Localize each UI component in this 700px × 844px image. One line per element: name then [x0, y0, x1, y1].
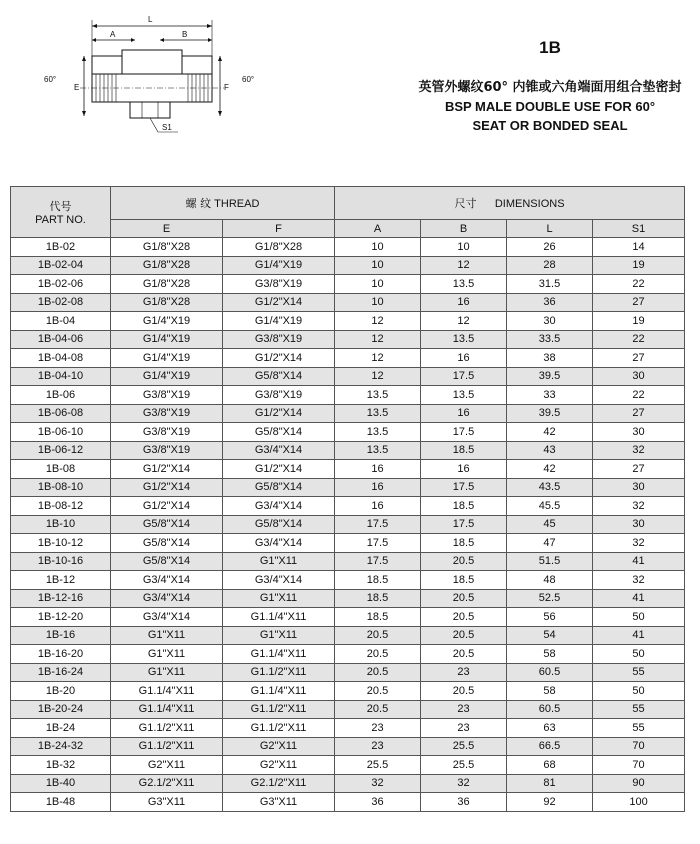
cell-dim-s1: 41 [593, 552, 685, 571]
cell-thread-e: G1"X11 [111, 645, 223, 664]
cell-dim-a: 12 [335, 330, 421, 349]
cell-dim-s1: 22 [593, 386, 685, 405]
model-title: 1B [539, 38, 561, 57]
cell-dim-l: 38 [507, 349, 593, 368]
cell-dim-l: 92 [507, 793, 593, 812]
cell-part-no: 1B-10-12 [11, 534, 111, 553]
cell-dim-s1: 41 [593, 626, 685, 645]
cell-dim-a: 16 [335, 497, 421, 516]
cell-dim-s1: 30 [593, 423, 685, 442]
cell-thread-e: G3/8"X19 [111, 404, 223, 423]
table-row [11, 645, 685, 664]
cell-thread-f: G1"X11 [223, 552, 335, 571]
cell-dim-s1: 30 [593, 367, 685, 386]
label-L: L [148, 15, 153, 24]
label-A: A [110, 30, 116, 39]
cell-thread-e: G1.1/2"X11 [111, 737, 223, 756]
cell-dim-b: 16 [421, 460, 507, 479]
table-row [11, 367, 685, 386]
cell-part-no: 1B-16-20 [11, 645, 111, 664]
cell-dim-a: 13.5 [335, 386, 421, 405]
cell-part-no: 1B-08-12 [11, 497, 111, 516]
cell-dim-l: 43.5 [507, 478, 593, 497]
cell-thread-e: G1.1/2"X11 [111, 719, 223, 738]
cell-thread-f: G1.1/4"X11 [223, 645, 335, 664]
table-row [11, 349, 685, 368]
column-header-A: A [335, 220, 421, 238]
cell-dim-b: 23 [421, 663, 507, 682]
cell-thread-f: G1/2"X14 [223, 293, 335, 312]
cell-thread-f: G1/4"X19 [223, 256, 335, 275]
cell-dim-b: 20.5 [421, 645, 507, 664]
cell-thread-f: G5/8"X14 [223, 515, 335, 534]
cell-dim-a: 25.5 [335, 756, 421, 775]
cell-thread-e: G3/8"X19 [111, 386, 223, 405]
cell-part-no: 1B-24-32 [11, 737, 111, 756]
cell-part-no: 1B-02 [11, 238, 111, 257]
cell-dim-l: 30 [507, 312, 593, 331]
table-row [11, 275, 685, 294]
header-part-no [11, 187, 111, 238]
cell-dim-s1: 22 [593, 275, 685, 294]
cell-dim-a: 10 [335, 238, 421, 257]
cell-dim-s1: 27 [593, 349, 685, 368]
cell-dim-a: 10 [335, 256, 421, 275]
cell-dim-a: 10 [335, 275, 421, 294]
cell-dim-b: 20.5 [421, 552, 507, 571]
cell-part-no: 1B-16-24 [11, 663, 111, 682]
cell-dim-a: 10 [335, 293, 421, 312]
table-row [11, 663, 685, 682]
cell-dim-s1: 50 [593, 645, 685, 664]
cell-thread-e: G1/8"X28 [111, 256, 223, 275]
label-E: E [74, 83, 80, 92]
cell-dim-b: 17.5 [421, 478, 507, 497]
cell-dim-s1: 27 [593, 404, 685, 423]
angle-left: 60° [44, 75, 57, 84]
cell-dim-a: 18.5 [335, 608, 421, 627]
cell-dim-l: 48 [507, 571, 593, 590]
specification-table [10, 186, 685, 812]
cell-part-no: 1B-04-08 [11, 349, 111, 368]
cell-dim-b: 12 [421, 312, 507, 331]
cell-dim-b: 16 [421, 404, 507, 423]
cell-thread-e: G1/8"X28 [111, 275, 223, 294]
cell-dim-a: 13.5 [335, 423, 421, 442]
cell-thread-f: G3/8"X19 [223, 275, 335, 294]
cell-dim-s1: 32 [593, 441, 685, 460]
cell-thread-f: G3/4"X14 [223, 441, 335, 460]
table-row [11, 571, 685, 590]
cell-dim-l: 58 [507, 682, 593, 701]
cell-dim-b: 16 [421, 349, 507, 368]
table-row [11, 608, 685, 627]
cell-dim-b: 12 [421, 256, 507, 275]
cell-dim-l: 66.5 [507, 737, 593, 756]
header-part-no-cn: 代号 [49, 200, 72, 213]
cell-part-no: 1B-20-24 [11, 700, 111, 719]
cell-dim-b: 25.5 [421, 737, 507, 756]
cell-part-no: 1B-12 [11, 571, 111, 590]
cell-dim-a: 17.5 [335, 534, 421, 553]
fitting-drawing [30, 8, 270, 148]
table-row [11, 238, 685, 257]
column-header-L: L [507, 220, 593, 238]
cell-dim-l: 45.5 [507, 497, 593, 516]
table-body [11, 238, 685, 812]
cell-thread-f: G5/8"X14 [223, 478, 335, 497]
header-thread-cn: 螺 纹 [185, 197, 212, 210]
cell-part-no: 1B-20 [11, 682, 111, 701]
column-header-S1: S1 [593, 220, 685, 238]
cell-part-no: 1B-40 [11, 774, 111, 793]
header-thread-en: THREAD [214, 198, 260, 210]
cell-dim-l: 47 [507, 534, 593, 553]
cell-dim-b: 13.5 [421, 386, 507, 405]
cell-dim-a: 17.5 [335, 552, 421, 571]
table-row [11, 478, 685, 497]
cell-thread-e: G1"X11 [111, 663, 223, 682]
table-row [11, 330, 685, 349]
cell-dim-a: 20.5 [335, 626, 421, 645]
cell-dim-l: 42 [507, 460, 593, 479]
cell-thread-e: G1.1/4"X11 [111, 682, 223, 701]
cell-dim-a: 16 [335, 460, 421, 479]
title-block [400, 38, 700, 135]
cell-dim-a: 13.5 [335, 404, 421, 423]
cell-dim-l: 28 [507, 256, 593, 275]
cell-dim-b: 18.5 [421, 534, 507, 553]
cell-thread-f: G5/8"X14 [223, 423, 335, 442]
cell-dim-b: 16 [421, 293, 507, 312]
cell-part-no: 1B-06-12 [11, 441, 111, 460]
cell-dim-s1: 32 [593, 571, 685, 590]
cell-dim-l: 60.5 [507, 700, 593, 719]
table-row [11, 626, 685, 645]
cell-thread-e: G1/4"X19 [111, 330, 223, 349]
cell-thread-e: G1/4"X19 [111, 349, 223, 368]
cell-dim-l: 56 [507, 608, 593, 627]
cell-dim-s1: 90 [593, 774, 685, 793]
table-row [11, 515, 685, 534]
cell-thread-f: G3/4"X14 [223, 534, 335, 553]
cell-thread-e: G2.1/2"X11 [111, 774, 223, 793]
cell-dim-l: 51.5 [507, 552, 593, 571]
table-row [11, 497, 685, 516]
cell-dim-s1: 55 [593, 719, 685, 738]
cell-dim-b: 13.5 [421, 330, 507, 349]
cell-dim-s1: 70 [593, 737, 685, 756]
table-row [11, 756, 685, 775]
cell-part-no: 1B-02-04 [11, 256, 111, 275]
cell-thread-e: G1/2"X14 [111, 478, 223, 497]
cell-thread-f: G2"X11 [223, 737, 335, 756]
cell-dim-s1: 30 [593, 478, 685, 497]
cell-dim-a: 20.5 [335, 645, 421, 664]
column-header-B: B [421, 220, 507, 238]
cell-dim-s1: 55 [593, 700, 685, 719]
table-row [11, 719, 685, 738]
cell-thread-f: G1/2"X14 [223, 404, 335, 423]
cell-thread-e: G5/8"X14 [111, 534, 223, 553]
cell-thread-f: G1/8"X28 [223, 238, 335, 257]
header-dimensions [335, 187, 685, 220]
cell-dim-b: 20.5 [421, 626, 507, 645]
label-S1: S1 [162, 123, 172, 132]
cell-dim-a: 13.5 [335, 441, 421, 460]
cell-dim-l: 52.5 [507, 589, 593, 608]
cell-dim-s1: 30 [593, 515, 685, 534]
description-en-line2: SEAT OR BONDED SEAL [472, 118, 628, 133]
cell-thread-e: G3/4"X14 [111, 571, 223, 590]
cell-dim-b: 10 [421, 238, 507, 257]
cell-thread-f: G1.1/4"X11 [223, 608, 335, 627]
cell-dim-a: 18.5 [335, 589, 421, 608]
cell-dim-l: 33 [507, 386, 593, 405]
cell-part-no: 1B-06-08 [11, 404, 111, 423]
cell-part-no: 1B-04 [11, 312, 111, 331]
header-part-no-en: PART NO. [35, 214, 86, 226]
cell-thread-f: G1.1/2"X11 [223, 663, 335, 682]
cell-dim-a: 20.5 [335, 700, 421, 719]
cell-dim-a: 36 [335, 793, 421, 812]
cell-part-no: 1B-06-10 [11, 423, 111, 442]
cell-dim-s1: 55 [593, 663, 685, 682]
cell-part-no: 1B-08-10 [11, 478, 111, 497]
header-dimensions-cn: 尺寸 [454, 197, 477, 210]
cell-dim-s1: 100 [593, 793, 685, 812]
cell-thread-e: G3"X11 [111, 793, 223, 812]
cell-dim-b: 20.5 [421, 682, 507, 701]
description-cn: 英管外螺纹60° 内锥或六角端面用组合垫密封 [418, 80, 682, 95]
table-row [11, 737, 685, 756]
cell-thread-f: G1"X11 [223, 589, 335, 608]
cell-dim-a: 23 [335, 737, 421, 756]
cell-dim-l: 43 [507, 441, 593, 460]
cell-part-no: 1B-04-10 [11, 367, 111, 386]
cell-dim-s1: 27 [593, 460, 685, 479]
cell-thread-f: G3/4"X14 [223, 497, 335, 516]
cell-thread-e: G1/4"X19 [111, 367, 223, 386]
cell-dim-s1: 19 [593, 256, 685, 275]
cell-dim-l: 58 [507, 645, 593, 664]
cell-dim-a: 17.5 [335, 515, 421, 534]
cell-thread-f: G1/2"X14 [223, 460, 335, 479]
cell-dim-b: 23 [421, 700, 507, 719]
cell-dim-l: 81 [507, 774, 593, 793]
cell-dim-l: 39.5 [507, 367, 593, 386]
cell-dim-b: 18.5 [421, 571, 507, 590]
cell-dim-l: 31.5 [507, 275, 593, 294]
cell-dim-a: 12 [335, 349, 421, 368]
cell-thread-e: G5/8"X14 [111, 552, 223, 571]
table-row [11, 682, 685, 701]
cell-dim-l: 26 [507, 238, 593, 257]
cell-dim-a: 12 [335, 312, 421, 331]
cell-part-no: 1B-02-06 [11, 275, 111, 294]
cell-thread-e: G1.1/4"X11 [111, 700, 223, 719]
cell-thread-f: G3"X11 [223, 793, 335, 812]
cell-dim-s1: 22 [593, 330, 685, 349]
cell-dim-s1: 41 [593, 589, 685, 608]
cell-dim-b: 32 [421, 774, 507, 793]
cell-part-no: 1B-02-08 [11, 293, 111, 312]
cell-dim-s1: 27 [593, 293, 685, 312]
cell-dim-s1: 32 [593, 497, 685, 516]
cell-dim-s1: 50 [593, 608, 685, 627]
cell-dim-s1: 32 [593, 534, 685, 553]
cell-part-no: 1B-16 [11, 626, 111, 645]
cell-dim-a: 18.5 [335, 571, 421, 590]
cell-dim-l: 45 [507, 515, 593, 534]
cell-dim-b: 13.5 [421, 275, 507, 294]
table-row [11, 312, 685, 331]
cell-dim-l: 33.5 [507, 330, 593, 349]
cell-dim-a: 16 [335, 478, 421, 497]
cell-dim-s1: 70 [593, 756, 685, 775]
cell-dim-a: 23 [335, 719, 421, 738]
column-header-F: F [223, 220, 335, 238]
cell-thread-f: G5/8"X14 [223, 367, 335, 386]
cell-part-no: 1B-10 [11, 515, 111, 534]
table-row [11, 441, 685, 460]
cell-thread-e: G1/8"X28 [111, 293, 223, 312]
cell-dim-l: 39.5 [507, 404, 593, 423]
cell-thread-f: G1.1/2"X11 [223, 719, 335, 738]
cell-dim-l: 68 [507, 756, 593, 775]
cell-dim-a: 32 [335, 774, 421, 793]
cell-dim-l: 54 [507, 626, 593, 645]
cell-part-no: 1B-24 [11, 719, 111, 738]
cell-dim-s1: 19 [593, 312, 685, 331]
header-dimensions-en: DIMENSIONS [494, 198, 565, 210]
table-row [11, 552, 685, 571]
cell-thread-f: G3/8"X19 [223, 386, 335, 405]
cell-thread-f: G3/8"X19 [223, 330, 335, 349]
label-F: F [224, 83, 229, 92]
cell-thread-f: G1/4"X19 [223, 312, 335, 331]
cell-part-no: 1B-08 [11, 460, 111, 479]
cell-thread-e: G2"X11 [111, 756, 223, 775]
cell-part-no: 1B-48 [11, 793, 111, 812]
cell-thread-f: G2.1/2"X11 [223, 774, 335, 793]
column-header-E: E [111, 220, 223, 238]
description-en-line1: BSP MALE DOUBLE USE FOR 60° [444, 99, 656, 114]
cell-thread-e: G3/4"X14 [111, 589, 223, 608]
cell-thread-f: G1.1/2"X11 [223, 700, 335, 719]
cell-dim-b: 17.5 [421, 423, 507, 442]
cell-dim-l: 42 [507, 423, 593, 442]
table-row [11, 386, 685, 405]
cell-thread-f: G1/2"X14 [223, 349, 335, 368]
cell-dim-b: 18.5 [421, 441, 507, 460]
header-thread [111, 187, 335, 220]
cell-part-no: 1B-06 [11, 386, 111, 405]
cell-thread-f: G3/4"X14 [223, 571, 335, 590]
cell-dim-l: 36 [507, 293, 593, 312]
cell-thread-e: G3/4"X14 [111, 608, 223, 627]
label-B: B [182, 30, 188, 39]
angle-right: 60° [242, 75, 255, 84]
cell-dim-s1: 14 [593, 238, 685, 257]
cell-thread-f: G1"X11 [223, 626, 335, 645]
cell-thread-e: G1/2"X14 [111, 460, 223, 479]
cell-dim-b: 25.5 [421, 756, 507, 775]
cell-dim-b: 36 [421, 793, 507, 812]
cell-part-no: 1B-10-16 [11, 552, 111, 571]
cell-thread-f: G1.1/4"X11 [223, 682, 335, 701]
cell-dim-a: 20.5 [335, 682, 421, 701]
table-row [11, 404, 685, 423]
cell-thread-e: G3/8"X19 [111, 441, 223, 460]
table-row [11, 589, 685, 608]
cell-thread-f: G2"X11 [223, 756, 335, 775]
cell-part-no: 1B-12-20 [11, 608, 111, 627]
cell-dim-b: 17.5 [421, 515, 507, 534]
table-row [11, 774, 685, 793]
cell-dim-a: 20.5 [335, 663, 421, 682]
table-row [11, 423, 685, 442]
cell-thread-e: G1/2"X14 [111, 497, 223, 516]
cell-part-no: 1B-32 [11, 756, 111, 775]
cell-dim-b: 17.5 [421, 367, 507, 386]
cell-dim-a: 12 [335, 367, 421, 386]
cell-dim-s1: 50 [593, 682, 685, 701]
cell-thread-e: G1/8"X28 [111, 238, 223, 257]
cell-part-no: 1B-04-06 [11, 330, 111, 349]
cell-dim-l: 63 [507, 719, 593, 738]
table-row [11, 460, 685, 479]
table-row [11, 256, 685, 275]
table-row [11, 534, 685, 553]
cell-dim-l: 60.5 [507, 663, 593, 682]
cell-thread-e: G1"X11 [111, 626, 223, 645]
cell-dim-b: 18.5 [421, 497, 507, 516]
cell-dim-b: 20.5 [421, 589, 507, 608]
cell-dim-b: 20.5 [421, 608, 507, 627]
cell-thread-e: G5/8"X14 [111, 515, 223, 534]
cell-thread-e: G3/8"X19 [111, 423, 223, 442]
cell-thread-e: G1/4"X19 [111, 312, 223, 331]
table-row [11, 793, 685, 812]
cell-part-no: 1B-12-16 [11, 589, 111, 608]
table-row [11, 700, 685, 719]
table-row [11, 293, 685, 312]
cell-dim-b: 23 [421, 719, 507, 738]
